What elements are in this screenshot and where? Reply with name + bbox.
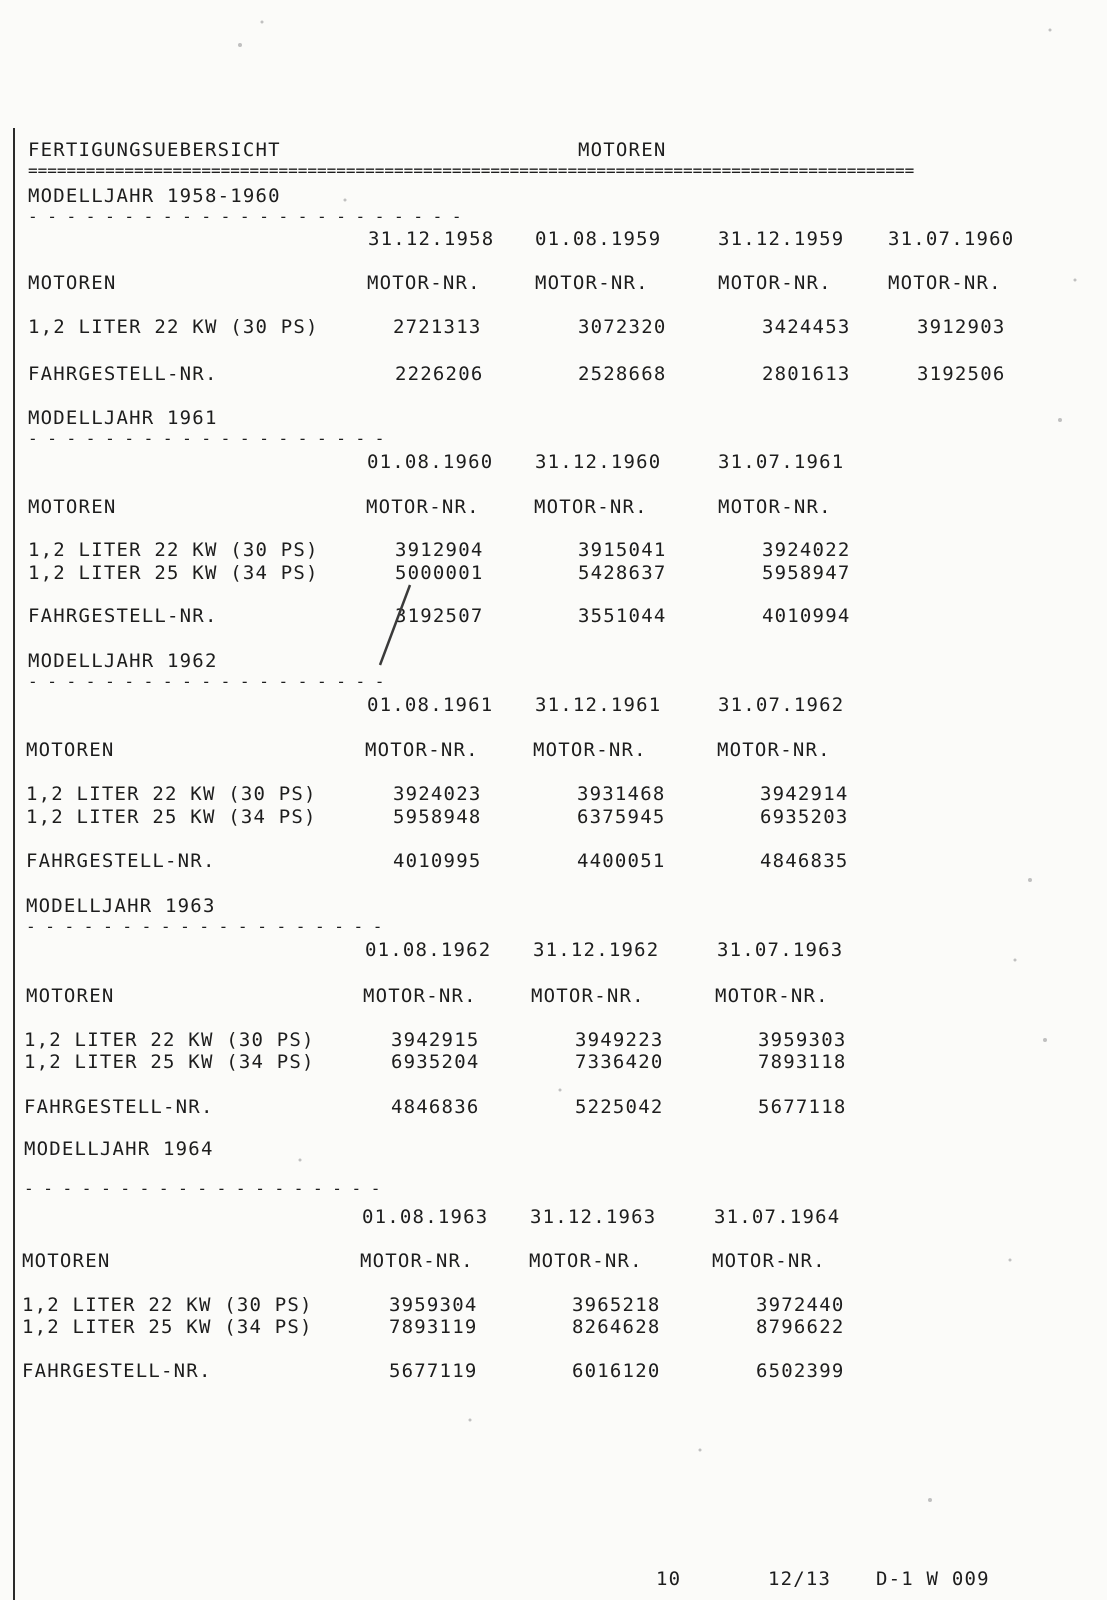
engine-25kw-label: 1,2 LITER 25 KW (34 PS): [28, 562, 319, 584]
page-number: 10: [656, 1568, 682, 1590]
chassis-number: 2528668: [578, 363, 667, 385]
date-col2: 31.12.1962: [533, 939, 660, 961]
motor-nr-header: MOTOR-NR.: [712, 1250, 826, 1272]
chassis-number: 2801613: [762, 363, 851, 385]
engine-number: 5958947: [762, 562, 851, 584]
motoren-label: MOTOREN: [26, 739, 115, 761]
motor-nr-header: MOTOR-NR.: [888, 272, 1002, 294]
engine-number: 3912904: [395, 539, 484, 561]
block-title-1958-1960: MODELLJAHR 1958-1960: [28, 185, 281, 207]
motor-nr-header: MOTOR-NR.: [360, 1250, 474, 1272]
engine-number: 7336420: [575, 1051, 664, 1073]
engine-number: 3959303: [758, 1029, 847, 1051]
date-col1: 01.08.1963: [362, 1206, 489, 1228]
date-col3: 31.07.1961: [718, 451, 845, 473]
single-rule: - - - - - - - - - - - - - - - - - - -: [24, 1179, 381, 1198]
engine-number: 3072320: [578, 316, 667, 338]
date-col3: 31.07.1964: [714, 1206, 841, 1228]
engine-25kw-label: 1,2 LITER 25 KW (34 PS): [26, 806, 317, 828]
date-col3: 31.07.1963: [717, 939, 844, 961]
motoren-label: MOTOREN: [26, 985, 115, 1007]
engine-number: 3915041: [578, 539, 667, 561]
date-col2: 01.08.1959: [535, 228, 662, 250]
engine-number: 3924023: [393, 783, 482, 805]
chassis-number: 3551044: [578, 605, 667, 627]
engine-25kw-label: 1,2 LITER 25 KW (34 PS): [24, 1051, 315, 1073]
engine-number: 6935203: [760, 806, 849, 828]
fahrgestell-label: FAHRGESTELL-NR.: [26, 850, 216, 872]
date-col1: 31.12.1958: [368, 228, 495, 250]
motor-nr-header: MOTOR-NR.: [534, 496, 648, 518]
chassis-number: 4010994: [762, 605, 851, 627]
engine-number: 3965218: [572, 1294, 661, 1316]
engine-22kw-label: 1,2 LITER 22 KW (30 PS): [26, 783, 317, 805]
chassis-number: 5225042: [575, 1096, 664, 1118]
engine-number: 5000001: [395, 562, 484, 584]
engine-number: 3949223: [575, 1029, 664, 1051]
chassis-number: 5677119: [389, 1360, 478, 1382]
engine-number: 7893119: [389, 1316, 478, 1338]
section-title: MOTOREN: [578, 139, 667, 161]
fahrgestell-label: FAHRGESTELL-NR.: [28, 605, 218, 627]
date-col3: 31.12.1959: [718, 228, 845, 250]
engine-number: 6375945: [577, 806, 666, 828]
date-col1: 01.08.1961: [367, 694, 494, 716]
chassis-number: 5677118: [758, 1096, 847, 1118]
motor-nr-header: MOTOR-NR.: [718, 272, 832, 294]
motoren-label: MOTOREN: [28, 272, 117, 294]
engine-number: 6935204: [391, 1051, 480, 1073]
motor-nr-header: MOTOR-NR.: [535, 272, 649, 294]
document-title: FERTIGUNGSUEBERSICHT: [28, 139, 281, 161]
engine-number: 3959304: [389, 1294, 478, 1316]
engine-number: 8264628: [572, 1316, 661, 1338]
fahrgestell-label: FAHRGESTELL-NR.: [28, 363, 218, 385]
single-rule: - - - - - - - - - - - - - - - - - - - - - - -: [28, 207, 462, 226]
chassis-number: 4846835: [760, 850, 849, 872]
block-title-1961: MODELLJAHR 1961: [28, 407, 218, 429]
engine-25kw-label: 1,2 LITER 25 KW (34 PS): [22, 1316, 313, 1338]
engine-number: 3931468: [577, 783, 666, 805]
margin-line: [13, 128, 15, 1600]
double-rule: ============================================================================================: [28, 161, 915, 180]
motoren-label: MOTOREN: [28, 496, 117, 518]
engine-number: 7893118: [758, 1051, 847, 1073]
chassis-number: 6016120: [572, 1360, 661, 1382]
engine-22kw-label: 1,2 LITER 22 KW (30 PS): [28, 539, 319, 561]
block-title-1963: MODELLJAHR 1963: [26, 895, 216, 917]
motor-nr-header: MOTOR-NR.: [365, 739, 479, 761]
motoren-label: MOTOREN: [22, 1250, 111, 1272]
chassis-number: 6502399: [756, 1360, 845, 1382]
engine-number: 3912903: [917, 316, 1006, 338]
engine-number: 5428637: [578, 562, 667, 584]
engine-number: 3924022: [762, 539, 851, 561]
footer-code: D-1 W 009: [876, 1568, 990, 1590]
chassis-number: 4400051: [577, 850, 666, 872]
block-title-1964: MODELLJAHR 1964: [24, 1138, 214, 1160]
single-rule: - - - - - - - - - - - - - - - - - - -: [28, 672, 385, 691]
chassis-number: 2226206: [395, 363, 484, 385]
engine-22kw-label: 1,2 LITER 22 KW (30 PS): [28, 316, 319, 338]
engine-22kw-label: 1,2 LITER 22 KW (30 PS): [22, 1294, 313, 1316]
date-col1: 01.08.1960: [367, 451, 494, 473]
engine-number: 3972440: [756, 1294, 845, 1316]
motor-nr-header: MOTOR-NR.: [718, 496, 832, 518]
motor-nr-header: MOTOR-NR.: [366, 496, 480, 518]
date-col2: 31.12.1963: [530, 1206, 657, 1228]
date-col1: 01.08.1962: [365, 939, 492, 961]
motor-nr-header: MOTOR-NR.: [533, 739, 647, 761]
engine-22kw-label: 1,2 LITER 22 KW (30 PS): [24, 1029, 315, 1051]
engine-number: 5958948: [393, 806, 482, 828]
single-rule: - - - - - - - - - - - - - - - - - - -: [26, 917, 383, 936]
motor-nr-header: MOTOR-NR.: [717, 739, 831, 761]
chassis-number: 4010995: [393, 850, 482, 872]
engine-number: 3424453: [762, 316, 851, 338]
fahrgestell-label: FAHRGESTELL-NR.: [22, 1360, 212, 1382]
block-title-1962: MODELLJAHR 1962: [28, 650, 218, 672]
motor-nr-header: MOTOR-NR.: [531, 985, 645, 1007]
date-col2: 31.12.1960: [535, 451, 662, 473]
motor-nr-header: MOTOR-NR.: [715, 985, 829, 1007]
date-col2: 31.12.1961: [535, 694, 662, 716]
chassis-number: 3192506: [917, 363, 1006, 385]
motor-nr-header: MOTOR-NR.: [367, 272, 481, 294]
date-col4: 31.07.1960: [888, 228, 1015, 250]
footer-date: 12/13: [768, 1568, 832, 1590]
engine-number: 8796622: [756, 1316, 845, 1338]
engine-number: 3942914: [760, 783, 849, 805]
motor-nr-header: MOTOR-NR.: [363, 985, 477, 1007]
single-rule: - - - - - - - - - - - - - - - - - - -: [28, 429, 385, 448]
fahrgestell-label: FAHRGESTELL-NR.: [24, 1096, 214, 1118]
date-col3: 31.07.1962: [718, 694, 845, 716]
chassis-number: 3192507: [395, 605, 484, 627]
engine-number: 3942915: [391, 1029, 480, 1051]
motor-nr-header: MOTOR-NR.: [529, 1250, 643, 1272]
engine-number: 2721313: [393, 316, 482, 338]
chassis-number: 4846836: [391, 1096, 480, 1118]
